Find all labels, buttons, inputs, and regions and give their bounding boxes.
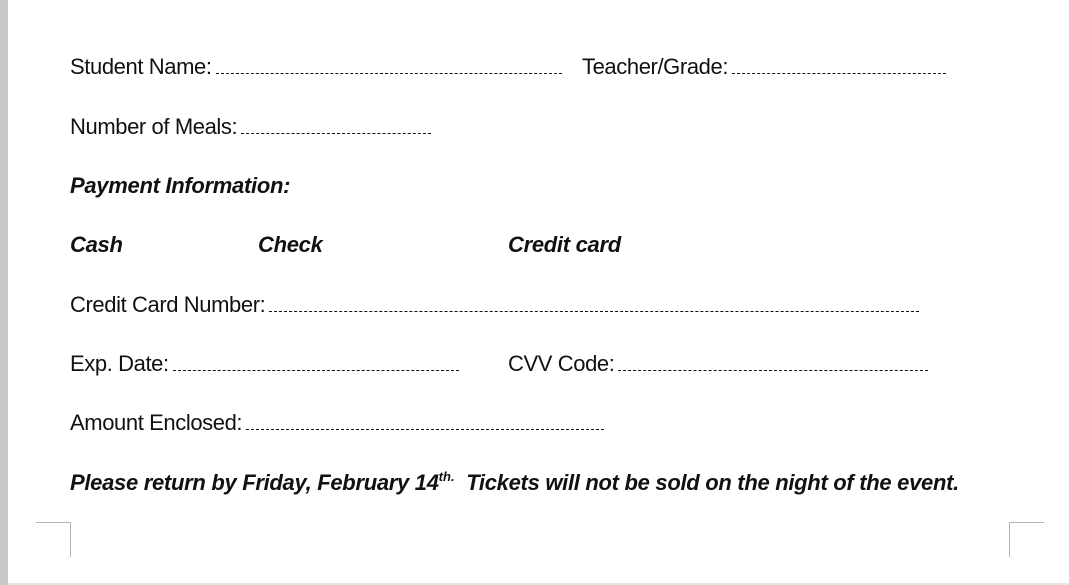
student-name-field[interactable] xyxy=(216,55,562,74)
card-number-field[interactable] xyxy=(269,293,919,312)
card-number-row xyxy=(70,292,919,318)
payment-option-credit-card[interactable]: Credit card xyxy=(508,232,621,257)
student-name-label: Student Name: xyxy=(70,54,212,79)
exp-date-row xyxy=(70,351,459,377)
meals-row xyxy=(70,114,431,140)
meals-field[interactable] xyxy=(241,115,431,134)
teacher-grade-row xyxy=(582,54,946,80)
exp-date-label: Exp. Date: xyxy=(70,351,169,376)
payment-option-check[interactable]: Check xyxy=(258,232,323,257)
amount-field[interactable] xyxy=(246,411,604,430)
student-name-row xyxy=(70,54,562,80)
exp-date-field[interactable] xyxy=(173,352,459,371)
amount-row xyxy=(70,410,604,436)
meals-label: Number of Meals: xyxy=(70,114,238,139)
cvv-field[interactable] xyxy=(618,352,928,371)
card-number-label: Credit Card Number: xyxy=(70,292,266,317)
notice-part2: Tickets will not be sold on the night of the event. xyxy=(466,470,959,495)
teacher-grade-label: Teacher/Grade: xyxy=(582,54,729,79)
return-notice xyxy=(70,470,959,496)
cvv-label: CVV Code: xyxy=(508,351,615,376)
notice-part1: Please return by Friday, February 14 xyxy=(70,470,439,495)
amount-label: Amount Enclosed: xyxy=(70,410,243,435)
margin-corner-mark-right xyxy=(1009,522,1044,557)
payment-option-cash[interactable]: Cash xyxy=(70,232,123,257)
cvv-row xyxy=(508,351,928,377)
teacher-grade-field[interactable] xyxy=(732,55,946,74)
page-left-edge xyxy=(0,0,8,585)
margin-corner-mark-left xyxy=(36,522,71,557)
notice-ordinal-suffix: th. xyxy=(438,469,455,484)
payment-heading: Payment Information: xyxy=(70,173,291,198)
